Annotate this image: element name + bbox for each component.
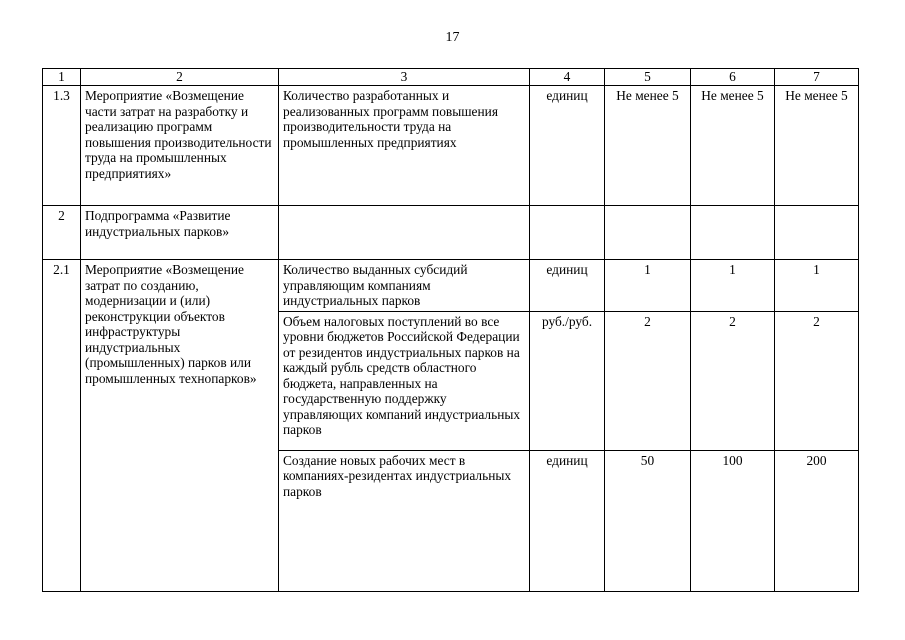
value-cell: 200 (775, 450, 859, 592)
value-cell: 2 (691, 311, 775, 450)
value-cell: 1 (691, 260, 775, 312)
header-cell: 2 (81, 69, 279, 86)
value-cell: 1 (605, 260, 691, 312)
header-cell: 1 (43, 69, 81, 86)
header-cell: 4 (530, 69, 605, 86)
value-cell: Не менее 5 (691, 86, 775, 206)
header-cell: 5 (605, 69, 691, 86)
table-row (43, 260, 859, 312)
value-cell: Не менее 5 (605, 86, 691, 206)
table-row (43, 206, 859, 260)
row-number: 2.1 (43, 260, 81, 592)
value-cell (775, 206, 859, 260)
value-cell: Не менее 5 (775, 86, 859, 206)
value-cell (691, 206, 775, 260)
indicators-table (42, 68, 859, 592)
unit-cell (530, 206, 605, 260)
unit-cell: руб./руб. (530, 311, 605, 450)
value-cell: 2 (775, 311, 859, 450)
row-number: 1.3 (43, 86, 81, 206)
unit-cell: единиц (530, 450, 605, 592)
header-cell: 6 (691, 69, 775, 86)
event-cell: Мероприятие «Возмещение части затрат на разработку и реализацию программ повышения производительности труда на промышленных предприятиях» (81, 86, 279, 206)
event-cell: Подпрограмма «Развитие индустриальных парков» (81, 206, 279, 260)
header-cell: 3 (279, 69, 530, 86)
indicator-cell: Количество выданных субсидий управляющим компаниям индустриальных парков (279, 260, 530, 312)
value-cell: 1 (775, 260, 859, 312)
row-number: 2 (43, 206, 81, 260)
unit-cell: единиц (530, 86, 605, 206)
indicator-cell: Объем налоговых поступлений во все уровни бюджетов Российской Федерации от резидентов индустриальных парков на каждый рубль средств областного бюджета, направленных на государственную поддержку управляющих компаний индустриальных парков (279, 311, 530, 450)
value-cell: 2 (605, 311, 691, 450)
header-cell: 7 (775, 69, 859, 86)
table-row (43, 86, 859, 206)
indicator-cell: Количество разработанных и реализованных программ повышения производительности труда на промышленных предприятиях (279, 86, 530, 206)
event-cell: Мероприятие «Возмещение затрат по созданию, модернизации и (или) реконструкции объектов инфраструктуры индустриальных (промышленных) парков или промышленных технопарков» (81, 260, 279, 592)
value-cell: 50 (605, 450, 691, 592)
value-cell: 100 (691, 450, 775, 592)
value-cell (605, 206, 691, 260)
indicator-cell (279, 206, 530, 260)
page-number: 17 (445, 30, 460, 45)
table-header-row (43, 69, 859, 86)
unit-cell: единиц (530, 260, 605, 312)
indicator-cell: Создание новых рабочих мест в компаниях-резидентах индустриальных парков (279, 450, 530, 592)
